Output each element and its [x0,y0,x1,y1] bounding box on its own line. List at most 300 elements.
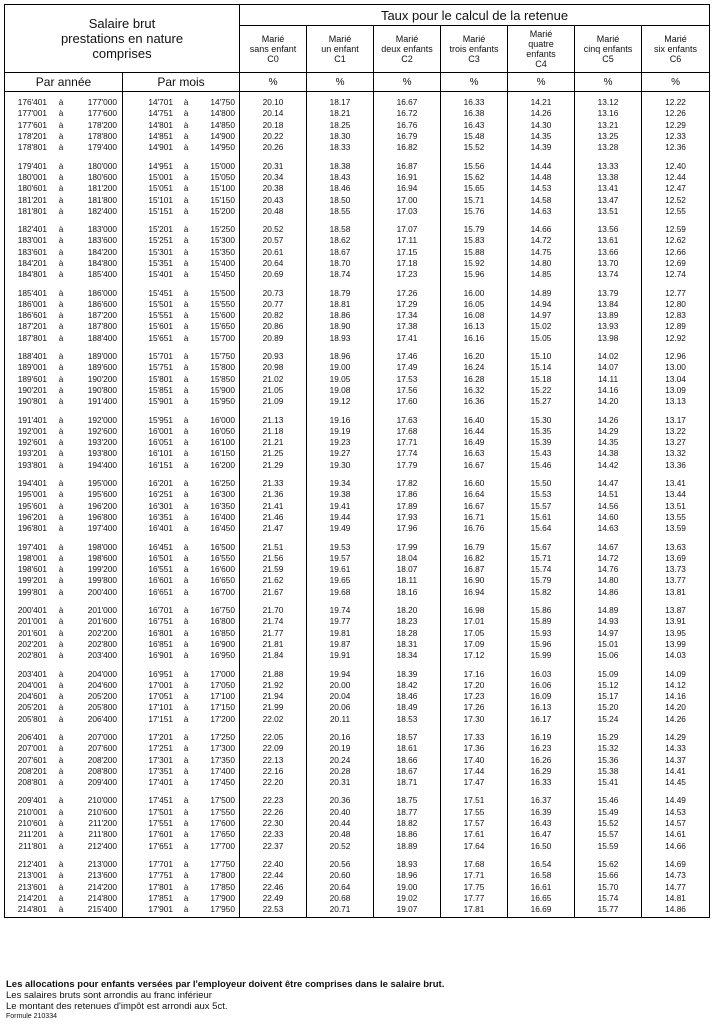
rate-value-c6: 13.41 [665,478,686,489]
row-group [123,346,239,409]
rate-row [374,881,440,892]
range-separator: à [183,702,189,713]
rate-row [575,859,641,870]
rate-row [240,680,306,691]
rate-value-c6: 13.17 [665,414,686,425]
rate-row [441,269,507,280]
footer-note-rounding: Les salaires bruts sont arrondis au franc inférieur [6,990,212,1001]
monthly-range-row [123,732,239,743]
annual-to: 196'800 [87,511,117,522]
range-separator: à [58,414,64,425]
rate-row [441,351,507,362]
annual-to: 178'800 [87,131,117,142]
rate-row [575,680,641,691]
rate-row [508,680,574,691]
rate-row [642,795,709,806]
range-separator: à [183,321,189,332]
rate-row [240,541,306,552]
rate-value-c0: 22.37 [262,840,284,851]
rate-value-c5: 15.52 [597,818,619,829]
gross-salary-header-line2: prestations en nature [60,31,184,46]
rate-row [240,362,306,373]
rate-value-c0: 22.44 [262,870,284,881]
range-separator: à [58,171,64,182]
rate-value-c1: 19.53 [329,541,351,552]
monthly-to: 14'900 [210,131,235,142]
monthly-to: 14'800 [210,108,235,119]
monthly-range-row [123,777,239,788]
annual-from: 193'201 [17,448,47,459]
rate-row [508,172,574,183]
rate-row [575,131,641,142]
rate-value-c5: 13.84 [597,298,619,309]
rate-value-c0: 21.21 [262,437,284,448]
rate-row [374,501,440,512]
range-separator: à [58,459,64,470]
monthly-to: 17'500 [210,795,235,806]
annual-from: 200'401 [17,605,47,616]
percent-unit-c6: % [642,73,710,92]
range-separator: à [183,396,189,407]
rate-row [374,385,440,396]
range-separator: à [58,500,64,511]
rate-value-c1: 19.57 [329,552,351,563]
rate-value-c4: 14.89 [530,287,552,298]
rate-row [642,575,709,586]
range-separator: à [183,351,189,362]
rate-row [575,448,641,459]
annual-to: 210'600 [87,806,117,817]
rate-value-c4: 15.02 [530,321,552,332]
monthly-from: 17'651 [148,840,173,851]
annual-to: 195'600 [87,489,117,500]
rate-row [642,523,709,534]
rate-value-c2: 18.28 [396,627,418,638]
monthly-range-row [123,501,239,512]
rate-row [374,120,440,131]
rate-value-c6: 13.32 [665,448,686,459]
annual-range-row [5,881,122,892]
rate-value-c2: 17.29 [396,298,418,309]
rate-row [575,206,641,217]
rate-value-c6: 12.44 [665,171,686,182]
rate-value-c3: 15.83 [463,235,485,246]
annual-range-row [5,893,122,904]
rate-row [240,523,306,534]
rate-row [508,732,574,743]
column-header-line: C1 [334,54,346,64]
row-group [642,854,709,917]
annual-to: 181'200 [87,183,117,194]
rate-row [441,893,507,904]
row-group [5,854,122,917]
rate-row [642,691,709,702]
rate-value-c5: 15.29 [597,731,619,742]
rate-row [441,310,507,321]
row-group [575,790,641,853]
rate-value-c2: 17.23 [396,269,418,280]
rate-value-c0: 21.74 [262,616,284,627]
monthly-to: 15'650 [210,321,235,332]
rate-row [508,818,574,829]
rate-value-c6: 13.99 [665,638,686,649]
rate-row [508,553,574,564]
annual-range-row [5,575,122,586]
monthly-range-row [123,183,239,194]
rate-value-c1: 20.11 [329,713,351,724]
range-separator: à [58,425,64,436]
rate-row [575,714,641,725]
monthly-to: 17'550 [210,806,235,817]
rate-value-c6: 14.12 [665,679,686,690]
monthly-from: 15'251 [148,235,173,246]
rate-row [374,183,440,194]
rate-value-c6: 13.13 [665,396,686,407]
rate-row [374,541,440,552]
rate-value-c1: 19.77 [329,616,351,627]
monthly-range-row [123,650,239,661]
rate-row [240,374,306,385]
monthly-range-row [123,541,239,552]
rate-row [307,333,373,344]
annual-to: 183'600 [87,235,117,246]
rate-row [575,668,641,679]
rate-value-c2: 17.53 [396,373,418,384]
rate-value-c4: 15.14 [530,362,552,373]
rate-row [508,587,574,598]
rate-row [508,247,574,258]
annual-to: 204'600 [87,679,117,690]
rate-value-c2: 18.57 [396,731,418,742]
rate-row [374,414,440,425]
rate-row [441,859,507,870]
annual-range-row [5,321,122,332]
annual-from: 204'601 [17,691,47,702]
rate-value-c1: 19.05 [329,373,351,384]
rate-row [508,362,574,373]
rate-row [374,224,440,235]
rate-value-c6: 12.52 [665,194,686,205]
rate-row [575,818,641,829]
rate-value-c4: 16.09 [530,691,552,702]
rate-row [642,448,709,459]
annual-range-row [5,235,122,246]
row-group [441,790,507,853]
rate-value-c4: 16.19 [530,731,552,742]
rate-row [240,627,306,638]
rate-row [575,627,641,638]
annual-to: 211'800 [88,829,117,840]
rate-row [240,807,306,818]
rate-value-c2: 17.82 [396,478,418,489]
rate-row [441,564,507,575]
rate-value-c1: 19.34 [329,478,351,489]
rate-row [374,194,440,205]
annual-range-row [5,437,122,448]
rate-row [240,893,306,904]
rate-row [240,131,306,142]
annual-range-row [5,541,122,552]
rate-row [508,512,574,523]
monthly-from: 15'401 [148,269,173,280]
rate-row [240,743,306,754]
monthly-from: 15'351 [148,258,173,268]
rate-value-c1: 19.08 [329,384,351,395]
rate-value-c5: 15.66 [597,870,619,881]
rate-row [575,523,641,534]
rate-value-c4: 14.48 [530,171,552,182]
annual-from: 176'401 [17,97,47,108]
monthly-from: 15'501 [148,298,173,309]
rate-row [307,478,373,489]
rate-row [307,714,373,725]
rate-row [307,766,373,777]
rate-column-c2 [374,92,441,918]
range-separator: à [58,575,64,586]
rate-row [575,893,641,904]
annual-from: 189'001 [17,362,47,373]
monthly-to: 17'150 [210,702,235,713]
rate-row [307,448,373,459]
rate-row [508,333,574,344]
rate-value-c4: 15.96 [530,638,552,649]
rate-value-c3: 16.40 [463,414,485,425]
row-group [123,282,239,345]
rate-value-c4: 16.26 [530,754,552,765]
row-group [307,346,373,409]
monthly-range-row [123,374,239,385]
rate-value-c2: 18.89 [396,840,418,851]
annual-to: 213'600 [87,870,117,881]
range-separator: à [183,743,189,754]
rate-row [575,541,641,552]
rate-value-c6: 12.66 [665,246,686,257]
rate-row [307,639,373,650]
rate-value-c5: 15.59 [597,840,619,851]
rate-row [642,414,709,425]
range-separator: à [58,765,64,776]
range-separator: à [58,564,64,575]
rate-value-c6: 14.33 [665,743,686,754]
rate-row [642,627,709,638]
column-header-c5 [575,26,642,73]
rate-row [307,523,373,534]
rate-row [575,489,641,500]
rate-row [307,777,373,788]
monthly-to: 15'500 [210,287,235,298]
row-group [575,155,641,218]
annual-range-row [5,460,122,471]
monthly-range-row [123,859,239,870]
column-header-line: C2 [401,54,413,64]
rate-value-c0: 21.33 [262,478,284,489]
row-group [441,219,507,282]
monthly-range-row [123,605,239,616]
monthly-to: 15'850 [210,373,235,384]
rate-value-c1: 19.00 [329,362,351,373]
rate-row [240,777,306,788]
monthly-from: 16'601 [148,575,173,586]
row-group [5,663,122,726]
rate-row [374,841,440,852]
per-year-label: Par année [5,73,123,92]
rate-row [374,859,440,870]
rate-value-c6: 12.36 [665,142,686,153]
rate-row [642,321,709,332]
rate-value-c4: 16.03 [530,668,552,679]
monthly-range-row [123,904,239,915]
range-separator: à [183,269,189,280]
monthly-from: 15'901 [148,396,173,407]
annual-range-row [5,829,122,840]
rate-value-c5: 14.60 [597,511,619,522]
rate-row [508,131,574,142]
rate-value-c0: 22.05 [262,731,284,742]
annual-to: 193'200 [87,437,117,448]
rate-row [441,460,507,471]
rate-value-c5: 15.06 [597,650,619,661]
annual-to: 210'000 [87,795,117,806]
monthly-range-row [123,841,239,852]
range-separator: à [58,795,64,806]
rate-row [307,870,373,881]
monthly-to: 16'100 [210,437,235,448]
range-separator: à [58,298,64,309]
monthly-range-row [123,194,239,205]
table-body-row [5,92,710,918]
rate-row [642,183,709,194]
range-separator: à [58,743,64,754]
rate-row [642,194,709,205]
annual-to: 204'000 [87,668,117,679]
rate-value-c6: 14.37 [665,754,686,765]
range-separator: à [183,840,189,851]
column-header-c6 [642,26,710,73]
rate-value-c1: 18.33 [329,142,351,153]
range-separator: à [183,425,189,436]
rate-value-c3: 16.16 [463,332,485,343]
annual-from: 211'201 [18,829,47,840]
rate-row [441,321,507,332]
rate-row [508,258,574,269]
monthly-from: 17'151 [148,713,173,724]
rate-value-c0: 20.18 [262,119,284,130]
rate-row [240,310,306,321]
rate-value-c6: 13.36 [665,459,686,470]
annual-to: 192'600 [87,425,117,436]
rate-column-c0 [240,92,307,918]
monthly-from: 17'701 [148,858,173,869]
rate-value-c5: 13.47 [597,194,619,205]
rate-row [240,160,306,171]
rate-row [575,777,641,788]
monthly-from: 14'901 [148,142,173,153]
rate-row [307,426,373,437]
annual-range-row [5,108,122,119]
rate-row [374,478,440,489]
rate-row [642,881,709,892]
monthly-to: 15'450 [210,269,235,280]
monthly-from: 14'751 [148,108,173,119]
row-group [307,854,373,917]
rate-row [307,616,373,627]
rate-value-c3: 16.43 [463,119,485,130]
rate-row [642,362,709,373]
rate-value-c6: 12.96 [665,351,686,362]
rate-row [508,777,574,788]
rate-value-c5: 13.33 [597,160,619,171]
rate-value-c2: 18.11 [396,575,418,586]
rate-row [374,172,440,183]
rate-row [307,374,373,385]
rate-row [441,501,507,512]
rate-value-c5: 14.97 [597,627,619,638]
rate-value-c0: 20.57 [262,235,284,246]
monthly-from: 16'351 [148,511,173,522]
rate-row [441,668,507,679]
rate-row [307,743,373,754]
range-separator: à [183,373,189,384]
rate-row [307,881,373,892]
monthly-range-row [123,881,239,892]
rate-value-c5: 14.20 [597,396,619,407]
row-group [123,854,239,917]
row-group [123,409,239,472]
rate-row [508,97,574,108]
rate-value-c0: 22.53 [262,904,284,915]
rate-value-c3: 16.13 [463,321,485,332]
monthly-from: 16'701 [148,605,173,616]
row-group [374,92,440,155]
rate-value-c5: 15.57 [597,829,619,840]
rate-value-c4: 14.30 [530,119,552,130]
range-separator: à [183,414,189,425]
rate-value-c3: 17.09 [463,638,485,649]
monthly-from: 16'401 [148,523,173,534]
row-group [575,536,641,599]
rate-row [240,829,306,840]
rate-value-c1: 18.86 [329,310,351,321]
range-separator: à [183,552,189,563]
rate-value-c6: 14.61 [665,829,686,840]
rate-value-c1: 19.49 [329,523,351,534]
rate-row [441,448,507,459]
rate-row [508,310,574,321]
rate-value-c1: 19.87 [329,638,351,649]
rate-row [642,587,709,598]
rate-value-c0: 22.09 [262,743,284,754]
rate-value-c5: 14.02 [597,351,619,362]
rate-value-c6: 14.81 [665,892,686,903]
monthly-to: 17'250 [210,731,235,742]
column-header-line: C3 [468,54,480,64]
rate-row [307,680,373,691]
monthly-to: 17'750 [210,858,235,869]
monthly-range-row [123,460,239,471]
rate-value-c3: 17.12 [463,650,485,661]
annual-from: 181'801 [17,205,47,216]
annual-from: 182'401 [17,224,47,235]
rate-value-c0: 21.99 [262,702,284,713]
annual-from: 180'001 [17,171,47,182]
rate-row [508,575,574,586]
monthly-range-row [123,321,239,332]
monthly-range-row [123,385,239,396]
rate-value-c6: 13.51 [665,500,686,511]
rate-row [307,299,373,310]
monthly-to: 15'150 [210,194,235,205]
rate-row [374,575,440,586]
